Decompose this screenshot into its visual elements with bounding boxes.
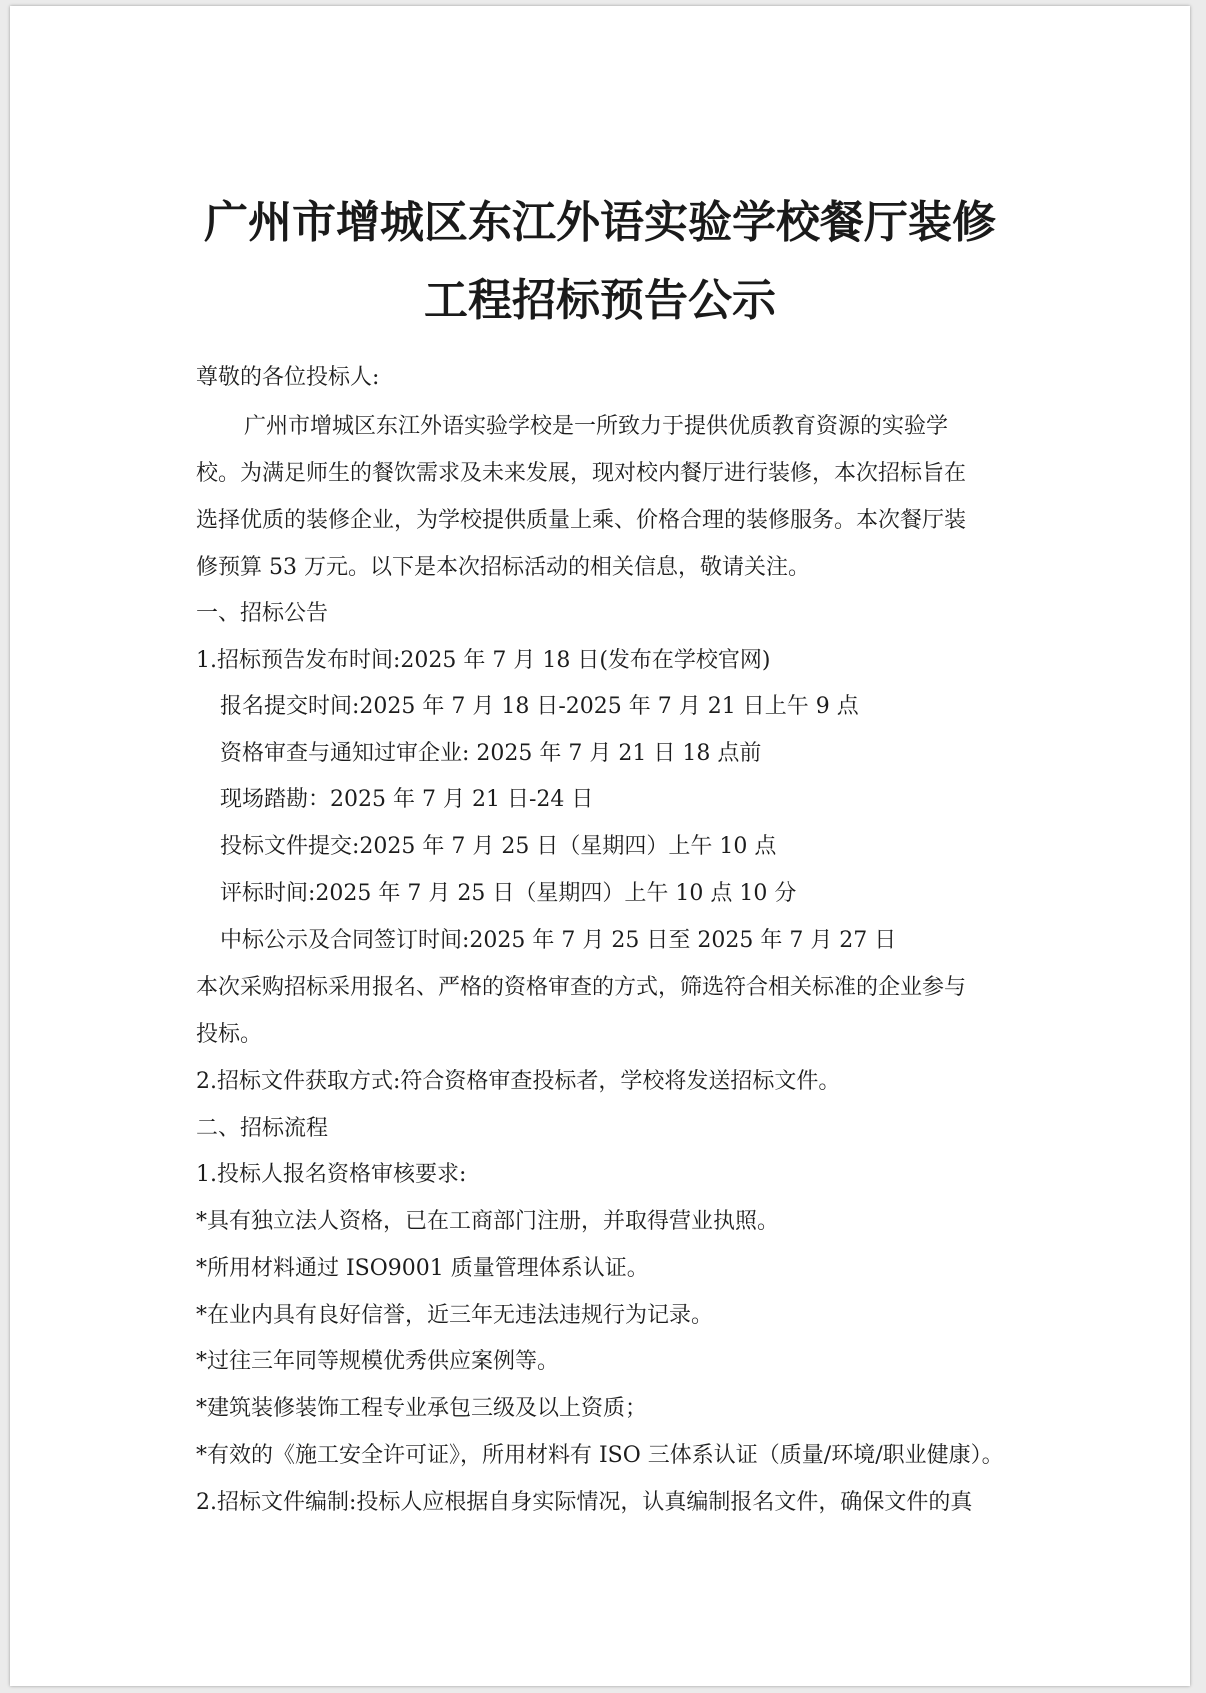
intro-line-1: 广州市增城区东江外语实验学校是一所致力于提供优质教育资源的实验学 [244,414,949,439]
requirement-item-4: *过往三年同等规模优秀供应案例等。 [196,1349,560,1374]
requirement-item-1: *具有独立法人资格，已在工商部门注册，并取得营业执照。 [196,1209,780,1234]
document-title-line-1: 广州市增城区东江外语实验学校餐厅装修 [204,197,996,248]
document-page [10,6,1190,1686]
requirement-item-3: *在业内具有良好信誉，近三年无违法违规行为记录。 [196,1303,714,1328]
schedule-item-6: 评标时间:2025 年 7 月 25 日（星期四）上午 10 点 10 分 [220,881,797,906]
section-1-heading: 一、招标公告 [196,601,329,626]
requirement-item-2: *所用材料通过 ISO9001 质量管理体系认证。 [196,1256,649,1281]
bid-compile-line: 2.招标文件编制:投标人应根据自身实际情况，认真编制报名文件，确保文件的真 [196,1490,973,1515]
document-title-line-2: 工程招标预告公示 [424,275,776,326]
greeting: 尊敬的各位投标人: [196,365,380,390]
intro-line-2: 校。为满足师生的餐饮需求及未来发展，现对校内餐厅进行装修，本次招标旨在 [196,461,967,486]
requirements-heading: 1.投标人报名资格审核要求: [196,1162,467,1187]
schedule-item-5: 投标文件提交:2025 年 7 月 25 日（星期四）上午 10 点 [220,834,777,859]
requirement-item-5: *建筑装修装饰工程专业承包三级及以上资质； [196,1396,648,1421]
intro-line-3: 选择优质的装修企业，为学校提供质量上乘、价格合理的装修服务。本次餐厅装 [196,508,967,533]
method-line-1: 本次采购招标采用报名、严格的资格审查的方式，筛选符合相关标准的企业参与 [196,975,967,1000]
requirement-item-6: *有效的《施工安全许可证》，所用材料有 ISO 三体系认证（质量/环境/职业健康）。 [196,1443,1004,1468]
schedule-item-1: 1.招标预告发布时间:2025 年 7 月 18 日(发布在学校官网) [196,648,771,673]
schedule-item-3: 资格审查与通知过审企业: 2025 年 7 月 21 日 18 点前 [220,741,762,766]
section-2-heading: 二、招标流程 [196,1116,329,1141]
doc-access-line: 2.招标文件获取方式:符合资格审查投标者，学校将发送招标文件。 [196,1069,841,1094]
schedule-item-2: 报名提交时间:2025 年 7 月 18 日-2025 年 7 月 21 日上午 9 点 [220,694,859,719]
intro-line-4: 修预算 53 万元。以下是本次招标活动的相关信息，敬请关注。 [196,555,810,580]
schedule-item-7: 中标公示及合同签订时间:2025 年 7 月 25 日至 2025 年 7 月 27 日 [220,928,897,953]
method-line-2: 投标。 [196,1022,263,1047]
schedule-item-4: 现场踏勘：2025 年 7 月 21 日-24 日 [220,787,594,812]
